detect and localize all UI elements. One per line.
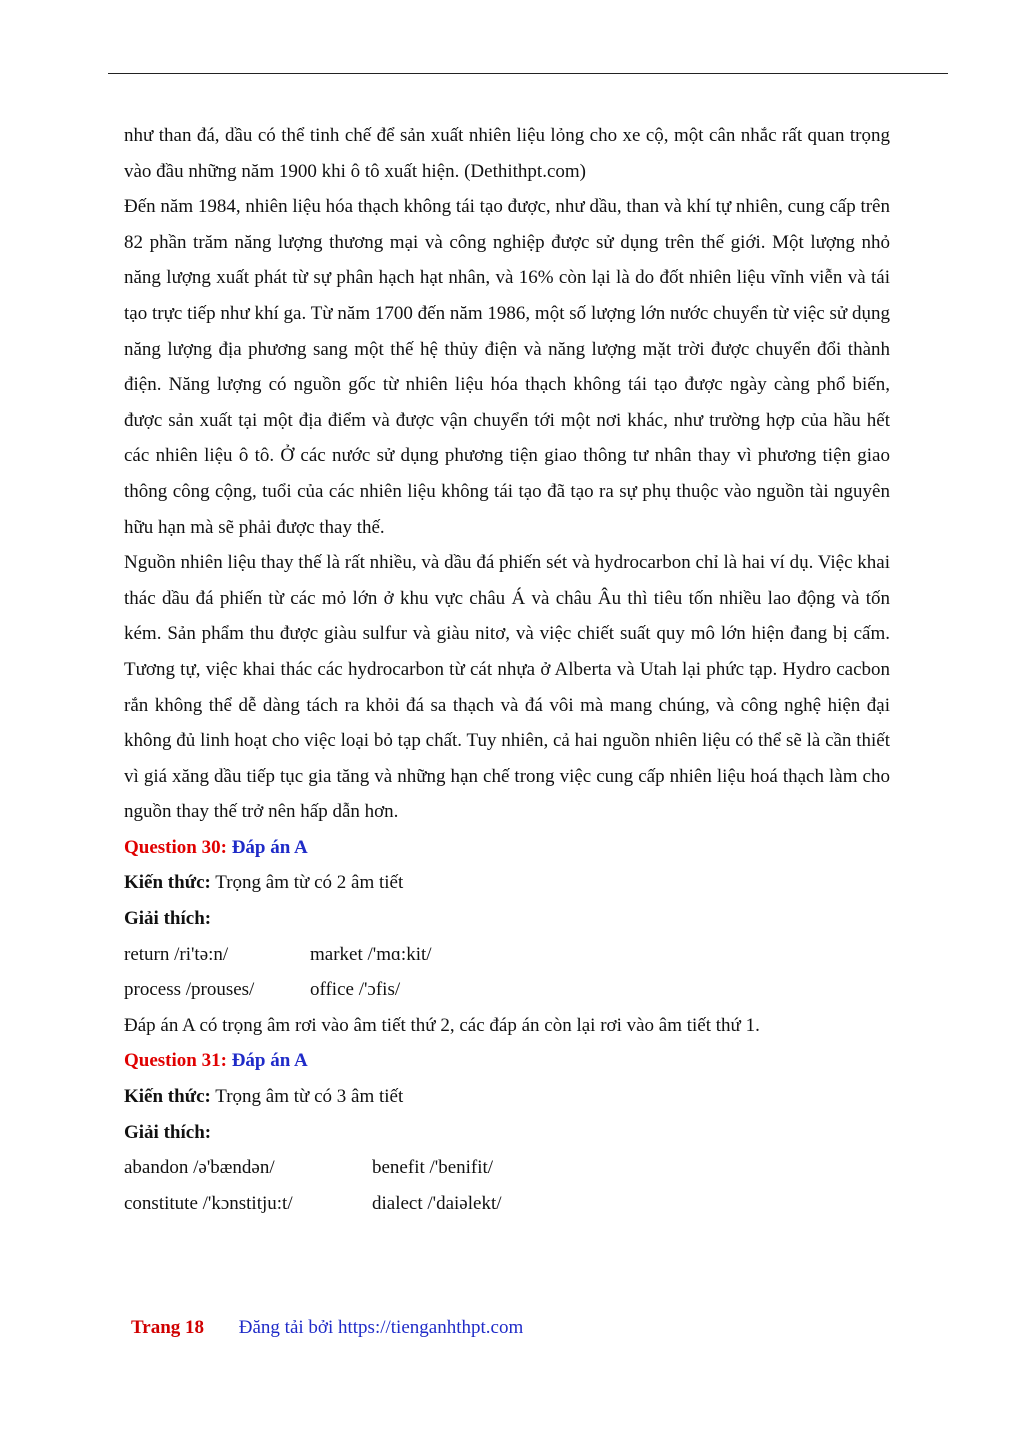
question-30-word-row	[124, 972, 890, 1008]
page-label: Trang	[131, 1317, 181, 1338]
question-30-explanation-label	[124, 901, 890, 937]
question-30-conclusion: Đáp án A có trọng âm rơi vào âm tiết thứ 2, các đáp án còn lại rơi vào âm tiết thứ 1.	[124, 1014, 760, 1036]
explanation-label: Giải thích:	[124, 908, 212, 930]
question-31-heading	[124, 1043, 890, 1079]
question-31-word-row	[124, 1150, 890, 1186]
word-item: abandon /ə'bændən/	[124, 1157, 275, 1179]
document-body	[124, 118, 890, 1221]
explanation-label: Giải thích:	[124, 1121, 212, 1143]
uploaded-by-link[interactable]: Đăng tải bởi https://tienganhthpt.com	[238, 1317, 524, 1338]
knowledge-label: Kiến thức:	[124, 1086, 211, 1108]
word-item: market /'mɑ:kit/	[310, 943, 432, 965]
question-31-label: Question 31:	[124, 1050, 227, 1072]
word-item: benefit /'benifit/	[372, 1157, 494, 1179]
question-30-heading	[124, 830, 890, 866]
knowledge-label: Kiến thức:	[124, 872, 211, 894]
question-31-answer: Đáp án A	[231, 1050, 308, 1072]
header-rule	[108, 73, 948, 74]
question-30-answer: Đáp án A	[231, 836, 308, 858]
word-item: dialect /'daiəlekt/	[372, 1192, 502, 1214]
word-item: constitute /'kɔnstitju:t/	[124, 1192, 293, 1214]
question-30-word-row	[124, 937, 890, 973]
question-31-explanation-label	[124, 1115, 890, 1151]
knowledge-text: Trọng âm từ có 3 âm tiết	[210, 1086, 404, 1108]
question-31-word-row	[124, 1186, 890, 1222]
word-item: office /'ɔfis/	[310, 979, 401, 1001]
question-30-label: Question 30:	[124, 836, 227, 858]
word-item: return /ri'tə:n/	[124, 943, 229, 965]
question-30-knowledge	[124, 865, 890, 901]
question-31-knowledge	[124, 1079, 890, 1115]
word-item: process /prouses/	[124, 979, 255, 1001]
paragraph-1: như than đá, dầu có thể tinh chế để sản xuất nhiên liệu lỏng cho xe cộ, một cân nhắc rất quan trọng vào đầu những năm 1900 khi ô tô xuất hiện. (Dethithpt.com)	[124, 125, 890, 182]
page-footer	[131, 1314, 523, 1342]
page-number: 18	[185, 1317, 205, 1338]
paragraph-3: Nguồn nhiên liệu thay thế là rất nhiều, và dầu đá phiến sét và hydrocarbon chỉ là hai ví dụ. Việc khai thác dầu đá phiến từ các mỏ lớn ở khu vực châu Á và châu Âu thì tiêu tốn nhiều lao động và tốn kém. Sản phẩm thu được giàu sulfur và giàu nitơ, và việc chiết suất quy mô lớn hiện đang bị cấm. Tương tự, việc khai thác các hydrocarbon từ cát nhựa ở Alberta và Utah lại phức tạp. Hydro cacbon rắn không thể dễ dàng tách ra khỏi đá sa thạch và đá vôi mà mang chúng, và công nghệ hiện đại không đủ linh hoạt cho việc loại bỏ tạp chất. Tuy nhiên, cả hai nguồn nhiên liệu có thể sẽ là cần thiết vì giá xăng dầu tiếp tục gia tăng và những hạn chế trong việc cung cấp nhiên liệu hoá thạch làm cho nguồn thay thế trở nên hấp dẫn hơn.	[124, 552, 890, 823]
knowledge-text: Trọng âm từ có 2 âm tiết	[210, 872, 404, 894]
paragraph-2: Đến năm 1984, nhiên liệu hóa thạch không tái tạo được, như dầu, than và khí tự nhiên, cung cấp trên 82 phần trăm năng lượng thương mại và công nghiệp được sử dụng trên thế giới. Một lượng nhỏ năng lượng xuất phát từ sự phân hạch hạt nhân, và 16% còn lại là do đốt nhiên liệu vĩnh viễn và tái tạo trực tiếp như khí ga. Từ năm 1700 đến năm 1986, một số lượng lớn nước chuyển từ việc sử dụng năng lượng địa phương sang một thế hệ thủy điện và năng lượng mặt trời được chuyển đổi thành điện. Năng lượng có nguồn gốc từ nhiên liệu hóa thạch không tái tạo được ngày càng phổ biến, được sản xuất tại một địa điểm và được vận chuyển tới một nơi khác, như trường hợp của hầu hết các nhiên liệu ô tô. Ở các nước sử dụng phương tiện giao thông tư nhân thay vì phương tiện giao thông công cộng, tuổi của các nhiên liệu không tái tạo đã tạo ra sự phụ thuộc vào nguồn tài nguyên hữu hạn mà sẽ phải được thay thế.	[124, 196, 890, 538]
